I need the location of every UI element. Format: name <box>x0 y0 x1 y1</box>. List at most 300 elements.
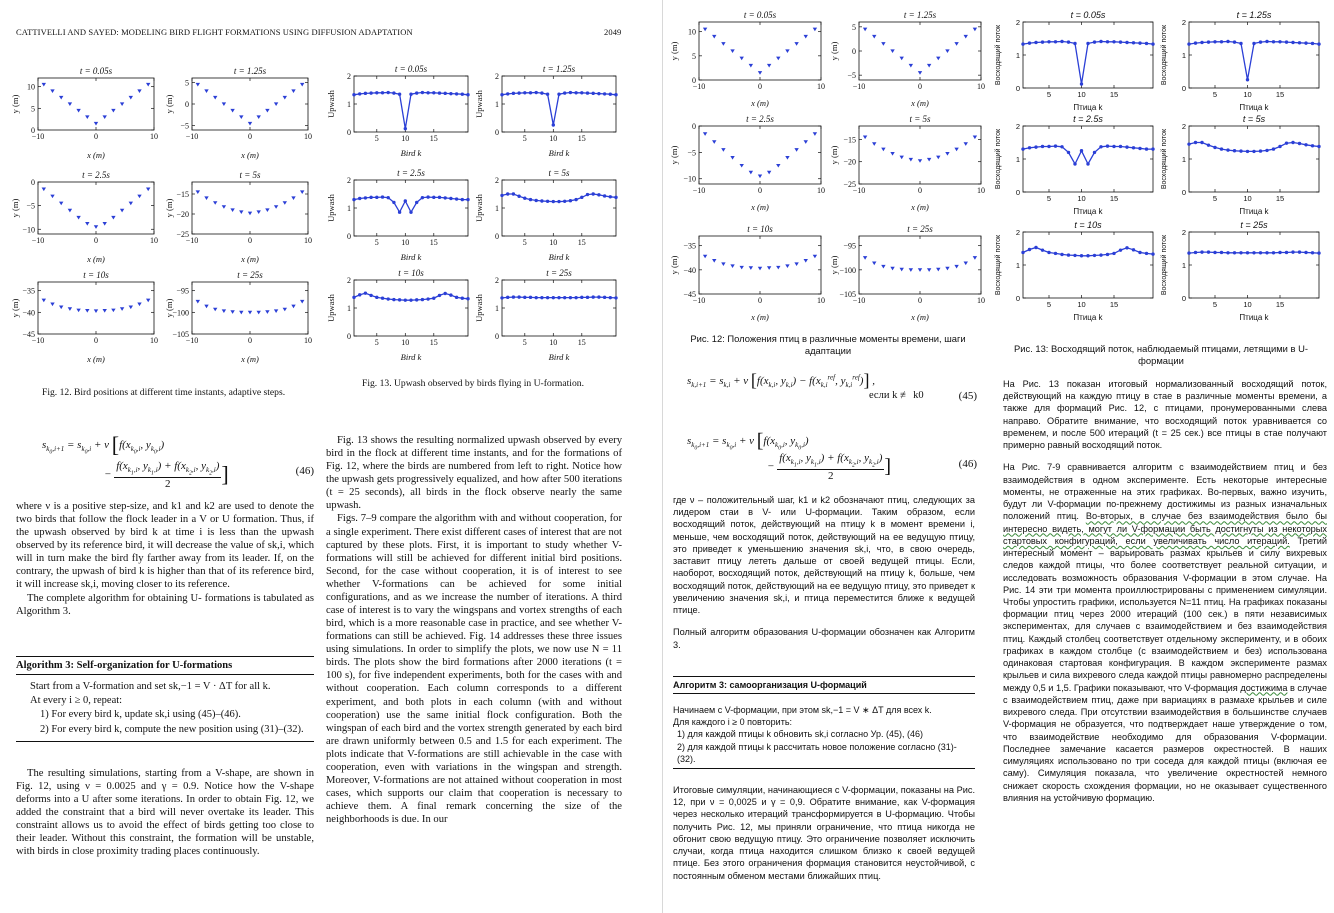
plot-svg <box>326 62 474 158</box>
data-point <box>1132 248 1135 251</box>
y-tick-label: 1 <box>495 204 499 213</box>
x-tick-label: 10 <box>817 186 825 195</box>
data-point <box>1298 142 1301 145</box>
plot-svg <box>474 166 622 262</box>
data-point <box>614 196 617 199</box>
y-tick-label: −10 <box>22 225 35 235</box>
fig13r-plot-t5 <box>1159 112 1323 216</box>
plot-title: t = 1.25s <box>903 10 937 20</box>
data-point <box>1272 40 1275 43</box>
x-tick-label: 10 <box>549 338 558 347</box>
y-tick-label: −100 <box>172 308 189 318</box>
x-axis-label: Bird k <box>400 252 422 262</box>
data-point <box>1194 251 1197 254</box>
y-axis-label: Upwash <box>326 90 336 118</box>
x-axis-label: x (m) <box>751 312 769 322</box>
data-point <box>1073 254 1076 257</box>
x-axis-label: Bird k <box>548 252 570 262</box>
data-point <box>1093 40 1096 43</box>
highlighted-word: достижима <box>1240 682 1288 693</box>
plot-frame <box>1189 232 1319 298</box>
fig13r-plot-t25s <box>1159 218 1323 322</box>
data-point <box>1145 147 1148 150</box>
data-point <box>517 91 520 94</box>
equation-number: (46) <box>295 465 314 477</box>
x-tick-label: 15 <box>429 134 438 143</box>
data-point <box>552 296 555 299</box>
y-tick-label: 0 <box>31 178 35 187</box>
x-tick-label: 0 <box>758 82 762 91</box>
text-span: в случае с взаимодействием птиц, даже при вариациях в размахе крыльев и силе вихревого следа. При отсутствии взаимодействия в большинстве случаев V-формация не образуется, что подтверждает наше утверждение о том, что взаимодействие необходимо для образования V-формации. Последнее замечание касается размеров окрестностей. В наших симуляциях использовано по три соседа для каждой птицы (включая ее саму). Симуляция показала, что увеличение окрестностей немного снижает скорость схождения формации, но не оказывает существенного влияния на устойчивую формацию. <box>1003 682 1327 803</box>
data-point <box>1119 145 1122 148</box>
x-tick-label: 10 <box>304 336 312 345</box>
plot-title: t = 5s <box>239 170 261 180</box>
data-point <box>574 198 577 201</box>
y-tick-label: 2 <box>1015 18 1020 27</box>
data-point <box>409 93 412 96</box>
x-tick-label: 15 <box>429 338 438 347</box>
data-point <box>392 298 395 301</box>
data-point <box>466 198 469 201</box>
x-tick-label: 15 <box>577 238 586 247</box>
data-point <box>1213 40 1216 43</box>
plot-svg <box>10 64 160 160</box>
y-tick-label: 5 <box>852 22 856 32</box>
y-tick-label: −35 <box>683 241 696 251</box>
data-point <box>1220 251 1223 254</box>
data-point <box>409 298 412 301</box>
x-tick-label: 10 <box>977 296 985 305</box>
y-tick-label: −10 <box>683 174 696 184</box>
x-tick-label: −10 <box>852 296 866 305</box>
data-point <box>1145 252 1148 255</box>
y-tick-label: 2 <box>347 176 351 185</box>
y-tick-label: −95 <box>176 286 189 296</box>
plot-svg <box>993 112 1157 216</box>
y-tick-label: 2 <box>1015 122 1020 131</box>
data-point <box>1028 41 1031 44</box>
data-point <box>358 92 361 95</box>
data-point <box>1272 251 1275 254</box>
data-point <box>1239 251 1242 254</box>
data-point <box>580 91 583 94</box>
data-point <box>444 92 447 95</box>
data-point <box>1278 145 1281 148</box>
y-tick-label: 0 <box>347 232 351 241</box>
data-point <box>614 93 617 96</box>
plot-frame <box>699 236 821 294</box>
data-point <box>432 196 435 199</box>
x-axis-label: x (m) <box>241 150 259 160</box>
data-point <box>597 193 600 196</box>
y-tick-label: −105 <box>172 330 189 339</box>
plot-svg <box>326 266 474 362</box>
data-point <box>512 192 515 195</box>
plot-frame <box>859 126 981 184</box>
x-axis-label: x (m) <box>911 202 929 212</box>
y-tick-label: −25 <box>176 230 189 239</box>
data-point <box>1207 143 1210 146</box>
x-tick-label: −10 <box>185 132 199 141</box>
data-point <box>352 93 355 96</box>
data-point <box>1125 41 1128 44</box>
x-tick-label: 5 <box>1046 194 1052 203</box>
plot-title: t = 0.05s <box>79 66 113 76</box>
equation-condition: если k ≢ k0 <box>869 390 924 401</box>
x-tick-label: 10 <box>401 338 410 347</box>
data-point <box>1252 42 1255 45</box>
paragraph: Figs. 7–9 compare the algorithm with and without cooperation, for a single experiment. There exist different cases of interest that are not captured by these plots. First, it is important to study whether V-formations will still be achieved for different initial bird positions. Second, for the case without cooperation, it is of interest to see whether V-formations can be achieved for some initial configurations, and as we increase the number of iterations. A third case of interest is to vary the wingspans and vortex strengths of each bird, which is a more reasonable case in practice, and see whether V-formations can still be achieved. Fig. 14 addresses these three issues using simulations. In order to simplify the plots, we now use N = 11 birds. The plots show the bird formations after 2000 iterations (t = 100 s), for five independent experiments, both for the cases with and without cooperation. Each column corresponds to a different experiment, and both plots in each column (with and without cooperation) use the same initial flock configuration. Both the wingspan of each bird and the vortex strength generated by each bird are drawn uniformly between 0.5 and 1.5 for each experiment. The plots indicate that V-formations are still achievable in the case with cooperation, even with variations in the wingspan and strength. Moreover, V-formations are not attained without cooperation in most cases, which supports our claim that cooperation is necessary to achieve them. A final remark concerning the size of the neighborhoods is due. In our <box>326 513 622 826</box>
x-tick-label: 0 <box>248 236 252 245</box>
data-point <box>597 92 600 95</box>
data-point <box>506 92 509 95</box>
x-tick-label: −10 <box>31 236 45 245</box>
x-axis-label: x (m) <box>751 98 769 108</box>
data-point <box>563 296 566 299</box>
fig13r-plot-t005 <box>993 8 1157 112</box>
y-tick-label: 1 <box>347 100 351 109</box>
data-point <box>1034 246 1037 249</box>
data-point <box>404 127 407 130</box>
data-point <box>1041 248 1044 251</box>
data-point <box>1119 40 1122 43</box>
data-point <box>1285 40 1288 43</box>
plot-title: t = 10s <box>398 268 424 278</box>
y-axis-label: y (m) <box>669 41 679 61</box>
fig12-caption: Fig. 12. Bird positions at different time instants, adaptive steps. <box>42 387 286 398</box>
y-tick-label: 2 <box>1015 228 1020 237</box>
data-point <box>444 292 447 295</box>
x-tick-label: 5 <box>374 338 379 347</box>
x-tick-label: −10 <box>692 82 706 91</box>
plot-svg <box>993 218 1157 322</box>
x-axis-label: x (m) <box>911 98 929 108</box>
data-point <box>415 298 418 301</box>
fig12-plot-t005 <box>10 64 160 160</box>
data-point <box>1054 144 1057 147</box>
data-point <box>444 196 447 199</box>
algorithm-3-box <box>16 656 314 742</box>
y-axis-label: y (m) <box>164 94 174 114</box>
data-point <box>1047 40 1050 43</box>
x-tick-label: 10 <box>1243 90 1252 99</box>
data-point <box>364 291 367 294</box>
data-point <box>1259 251 1262 254</box>
x-axis-label: Птица k <box>1239 313 1269 322</box>
data-point <box>1265 40 1268 43</box>
plot-frame <box>354 180 468 236</box>
plot-frame <box>502 76 616 132</box>
data-point <box>563 200 566 203</box>
data-point <box>1226 251 1229 254</box>
algorithm-3r-box <box>673 676 975 769</box>
algorithm-line: At every i ≥ 0, repeat: <box>30 695 123 707</box>
fig12-plot-t25 <box>10 168 160 264</box>
plot-title: t = 2.5s <box>1073 114 1103 124</box>
x-tick-label: 10 <box>150 236 158 245</box>
x-tick-label: 5 <box>374 238 379 247</box>
data-point <box>1151 147 1154 150</box>
plot-svg <box>1159 218 1323 322</box>
data-point <box>1226 40 1229 43</box>
equation-46: $s_{k_0,i+1} = s_{k_0,i} + \nu$ [$f(x_{k_0,i}$, $y_{k_0,i}$) − $\frac{f(x_{k_1,i}, y_{k_1,i}) + f(x_{k_2,i}, y_{k_2,i})}{2}$ ] (46) <box>42 432 314 490</box>
fig12r-plot-t5 <box>829 112 987 212</box>
data-point <box>1187 142 1190 145</box>
y-tick-label: 0 <box>495 128 499 137</box>
fig12-plot-t5 <box>164 168 314 264</box>
plot-svg <box>164 64 314 160</box>
y-tick-label: 0 <box>1015 84 1020 93</box>
y-tick-label: 0 <box>1015 188 1020 197</box>
x-tick-label: 15 <box>577 338 586 347</box>
fig12r-caption: Рис. 12: Положения птиц в различные моменты времени, шаги адаптации <box>690 333 966 357</box>
data-point <box>1086 254 1089 257</box>
y-tick-label: 1 <box>1015 51 1020 60</box>
data-point <box>398 93 401 96</box>
data-point <box>1138 41 1141 44</box>
paragraph: Fig. 13 shows the resulting normalized upwash observed by every bird in the flock at different time instants, and for the formations of Fig. 12, where the birds are numbered from left to right. Notice how the upwash gets progressively equalized, and how after 500 iterations (t = 25 seconds), all birds in the flock observe nearly the same upwash. <box>326 435 622 512</box>
y-axis-label: y (m) <box>829 145 839 165</box>
data-point <box>1246 251 1249 254</box>
fig13-plot-t10 <box>326 266 474 362</box>
equation-46r: $s_{k_0,i+1} = s_{k_0,i} + \nu$ [$f(x_{k_0,i}$, $y_{k_0,i}$) − $\frac{f(x_{k_1,i}, y_{k_1,i}) + f(x_{k_2,i}, y_{k_2,i})}{2}$ ] (46) <box>687 430 977 482</box>
plot-title: t = 5s <box>548 168 570 178</box>
x-tick-label: 15 <box>1109 300 1119 309</box>
y-axis-label: y (m) <box>669 145 679 165</box>
plot-title: t = 1.25s <box>1236 10 1272 20</box>
y-tick-label: −5 <box>847 71 856 81</box>
y-tick-label: 1 <box>1181 261 1186 270</box>
data-point <box>1125 246 1128 249</box>
plot-frame <box>1189 22 1319 88</box>
x-axis-label: Птица k <box>1239 207 1269 216</box>
x-tick-label: 0 <box>248 336 252 345</box>
data-point <box>500 194 503 197</box>
data-point <box>421 91 424 94</box>
y-axis-label: Восходящий поток <box>1161 128 1168 190</box>
plot-title: t = 5s <box>909 114 931 124</box>
data-point <box>1073 162 1076 165</box>
y-axis-label: Восходящий поток <box>995 234 1002 296</box>
y-tick-label: −45 <box>683 290 696 299</box>
data-point <box>603 296 606 299</box>
data-point <box>364 196 367 199</box>
data-point <box>369 91 372 94</box>
data-point <box>1304 41 1307 44</box>
data-point <box>506 192 509 195</box>
data-point <box>1021 147 1024 150</box>
x-axis-label: x (m) <box>87 354 105 364</box>
x-tick-label: −10 <box>185 236 199 245</box>
data-point <box>455 296 458 299</box>
y-tick-label: 1 <box>347 204 351 213</box>
x-tick-label: −10 <box>692 186 706 195</box>
paragraph: где ν – положительный шаг, k1 и k2 обозначают птиц, следующих за лидером стаи в V- или U-формации. Таким образом, если восходящий поток, действующий на птицу k в момент времени i, меньше, чем восходящий поток, действующий на ее ведущую птицу, это приведет к уменьшению значения sk,i, что, в свою очередь, заставит птицу лететь дальше от своей ведущей птицы. Если, наоборот, восходящий поток, действующий на птицу k, больше, чем восходящий поток, действующий на ее ведущую птицу, это приведет к увеличению значения sk,i, и птица переместится ближе к ведущей птице. <box>673 495 975 616</box>
data-point <box>1252 251 1255 254</box>
x-tick-label: −10 <box>185 336 199 345</box>
x-tick-label: 10 <box>304 132 312 141</box>
data-point <box>1047 251 1050 254</box>
data-point <box>1067 40 1070 43</box>
data-point <box>426 195 429 198</box>
data-point <box>432 91 435 94</box>
data-point <box>1080 149 1083 152</box>
data-point <box>1047 145 1050 148</box>
data-point <box>546 93 549 96</box>
data-point <box>1233 40 1236 43</box>
data-point <box>392 91 395 94</box>
y-tick-label: −5 <box>687 148 696 158</box>
plot-title: t = 0.05s <box>394 64 428 74</box>
data-point <box>512 92 515 95</box>
fig12r-plot-t25s <box>829 222 987 322</box>
plot-frame <box>1023 22 1153 88</box>
plot-title: t = 2.5s <box>82 170 110 180</box>
y-tick-label: 0 <box>31 126 35 135</box>
data-point <box>1200 141 1203 144</box>
x-axis-label: Bird k <box>400 352 422 362</box>
x-tick-label: 5 <box>1046 300 1052 309</box>
y-tick-label: −40 <box>683 265 696 275</box>
data-point <box>1021 42 1024 45</box>
y-axis-label: Восходящий поток <box>1161 24 1168 86</box>
data-point <box>369 294 372 297</box>
data-point <box>1060 40 1063 43</box>
y-axis-label: y (m) <box>669 255 679 275</box>
x-tick-label: 15 <box>1275 300 1285 309</box>
text-span: На Рис. 7-9 сравнивается алгоритм с взаимодействием птиц и без взаимодействия в одном эксперименте. Есть некоторые интересные моменты, не отраженные на этих графиках. Во-первых, важно изучить, будут ли V-формации по-прежнему достижимы из разных изначальных положений птиц. <box>1003 462 1327 522</box>
x-tick-label: 15 <box>1275 90 1285 99</box>
x-tick-label: 10 <box>401 134 410 143</box>
y-axis-label: Upwash <box>474 90 484 118</box>
data-point <box>1311 144 1314 147</box>
data-point <box>500 296 503 299</box>
x-tick-label: 0 <box>248 132 252 141</box>
data-point <box>569 199 572 202</box>
data-point <box>1073 42 1076 45</box>
data-point <box>358 293 361 296</box>
y-tick-label: 0 <box>1181 188 1186 197</box>
data-point <box>375 91 378 94</box>
y-tick-label: 0 <box>347 128 351 137</box>
y-axis-label: y (m) <box>10 298 20 318</box>
x-tick-label: 10 <box>1077 300 1086 309</box>
data-point <box>1106 40 1109 43</box>
data-point <box>1285 251 1288 254</box>
x-tick-label: 15 <box>1109 90 1119 99</box>
data-point <box>540 199 543 202</box>
plot-title: t = 2.5s <box>746 114 774 124</box>
data-point <box>1278 40 1281 43</box>
data-point <box>1086 42 1089 45</box>
data-point <box>523 91 526 94</box>
x-tick-label: 5 <box>1212 300 1218 309</box>
data-point <box>415 91 418 94</box>
x-tick-label: −10 <box>852 82 866 91</box>
plot-svg <box>164 168 314 264</box>
x-axis-label: x (m) <box>87 150 105 160</box>
x-tick-label: 10 <box>977 186 985 195</box>
plot-title: t = 5s <box>1242 114 1266 124</box>
data-point <box>421 196 424 199</box>
y-axis-label: Восходящий поток <box>1161 234 1168 296</box>
data-point <box>1194 41 1197 44</box>
x-tick-label: 10 <box>549 238 558 247</box>
data-point <box>352 198 355 201</box>
data-point <box>1317 251 1320 254</box>
data-point <box>1278 251 1281 254</box>
data-point <box>609 195 612 198</box>
y-tick-label: 10 <box>688 27 696 37</box>
paragraph: На Рис. 13 показан итоговый нормализованный восходящий поток, действующий на каждую птицу в стае в различные моменты времени, а также для формаций Рис. 12, с птицами, пронумерованными слева направо. Обратите внимание, что восходящий поток уравнивается со временем, и после 500 итераций (t = 25 сек.) все птицы в стае получают примерно равный восходящий поток. <box>1003 379 1327 451</box>
y-tick-label: 1 <box>1015 155 1020 164</box>
y-tick-label: 5 <box>185 78 189 88</box>
x-tick-label: 0 <box>918 82 922 91</box>
plot-svg <box>1159 112 1323 216</box>
data-point <box>597 295 600 298</box>
y-tick-label: −100 <box>839 265 856 275</box>
data-point <box>552 200 555 203</box>
data-point <box>432 297 435 300</box>
paragraph: Полный алгоритм образования U-формации обозначен как Алгоритм 3. <box>673 627 975 650</box>
y-tick-label: −5 <box>180 121 189 131</box>
x-axis-label: Птица k <box>1239 103 1269 112</box>
algorithm-line: 2) для каждой птицы k рассчитать новое положение согласно (31)-(32). <box>677 741 957 764</box>
x-tick-label: 5 <box>1212 90 1218 99</box>
data-point <box>614 296 617 299</box>
plot-title: t = 25s <box>237 270 263 280</box>
data-point <box>358 197 361 200</box>
paragraph: The resulting simulations, starting from a V-shape, are shown in Fig. 12, using ν = 0.0025 and γ = 0.9. Notice how the V-shape deforms into a U after some iterations. In order to obtain Fig. 12, we added the constraint that a bird will never overtake its leader. This constraint allows us to avoid the effect of birds getting too close to their leader. Without this constraint, the formation will be unstable, with birds in close proximity trading places continuously. <box>16 768 314 858</box>
data-point <box>1213 251 1216 254</box>
plot-frame <box>502 280 616 336</box>
data-point <box>387 297 390 300</box>
data-point <box>1213 146 1216 149</box>
data-point <box>569 91 572 94</box>
data-point <box>540 91 543 94</box>
data-point <box>1233 149 1236 152</box>
data-point <box>426 297 429 300</box>
data-point <box>1259 40 1262 43</box>
data-point <box>1112 145 1115 148</box>
y-axis-label: y (m) <box>164 298 174 318</box>
x-axis-label: Bird k <box>400 148 422 158</box>
data-point <box>461 93 464 96</box>
data-point <box>1021 251 1024 254</box>
data-point <box>1246 78 1249 81</box>
y-tick-label: 2 <box>1181 18 1186 27</box>
data-point <box>1304 143 1307 146</box>
data-point <box>1311 251 1314 254</box>
data-point <box>1246 150 1249 153</box>
x-tick-label: 0 <box>94 236 98 245</box>
algorithm-title: Algorithm 3: Self-organization for U-formations <box>16 656 314 675</box>
data-point <box>1272 147 1275 150</box>
plot-frame <box>859 236 981 294</box>
plot-svg <box>10 168 160 264</box>
fig13-plot-t25 <box>326 166 474 262</box>
x-tick-label: 5 <box>1212 194 1218 203</box>
data-point <box>1099 145 1102 148</box>
data-point <box>449 293 452 296</box>
plot-svg <box>669 8 827 108</box>
data-point <box>1207 40 1210 43</box>
x-axis-label: Птица k <box>1073 207 1103 216</box>
x-tick-label: −10 <box>31 336 45 345</box>
x-tick-label: 0 <box>758 186 762 195</box>
data-point <box>1138 147 1141 150</box>
data-point <box>592 295 595 298</box>
